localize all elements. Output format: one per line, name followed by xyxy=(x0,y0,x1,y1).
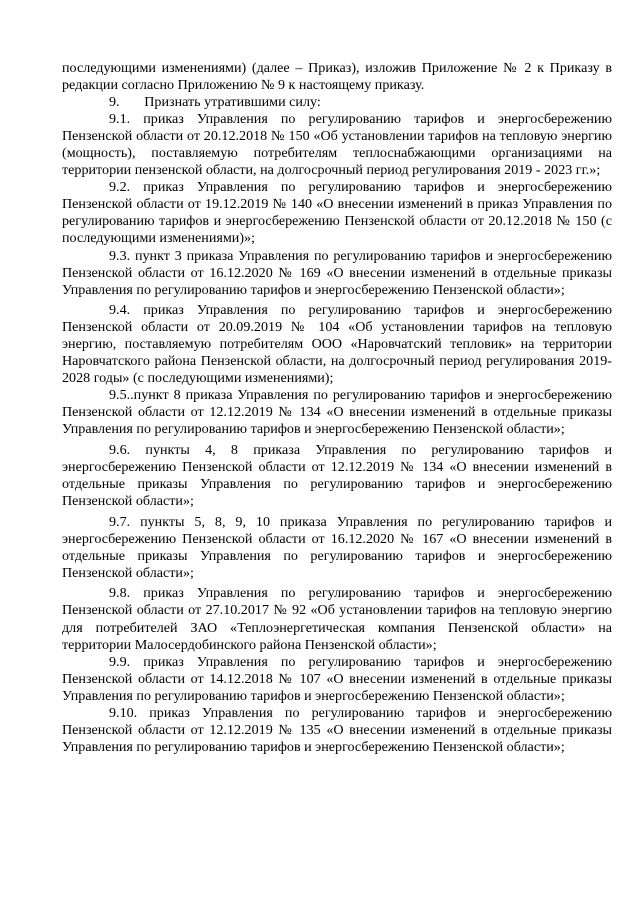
paragraph-item-9-9: 9.9. приказ Управления по регулированию тарифов и энергосбережению Пензенской области от 14.12.2018 № 107 «О внесении изменений в отдельные приказы Управления по регулированию тарифов и энергосбережению Пензенской области»; xyxy=(62,653,612,704)
paragraph-item-9-7: 9.7. пункты 5, 8, 9, 10 приказа Управления по регулированию тарифов и энергосбережению Пензенской области от 16.12.2020 № 167 «О внесении изменений в отдельные приказы Управления по регулированию тарифов и энергосбережению Пензенской области»; xyxy=(62,513,612,581)
paragraph-item-9-1: 9.1. приказ Управления по регулированию тарифов и энергосбережению Пензенской области от 20.12.2018 № 150 «Об установлении тарифов на тепловую энергию (мощность), поставляемую потребителям теплоснабжающими организациями на территории пензенской области, на долгосрочный период регулирования 2019 - 2023 гг.»; xyxy=(62,111,612,179)
paragraph-item-9-10: 9.10. приказ Управления по регулированию тарифов и энергосбережению Пензенской области от 12.12.2019 № 135 «О внесении изменений в отдельные приказы Управления по регулированию тарифов и энергосбережению Пензенской области»; xyxy=(62,704,612,755)
paragraph-item-9-6: 9.6. пункты 4, 8 приказа Управления по регулированию тарифов и энергосбережению Пензенской области от 12.12.2019 № 134 «О внесении изменений в отдельные приказы Управления по регулированию тарифов и энергосбережению Пензенской области»; xyxy=(62,442,612,510)
paragraph-item-9-8: 9.8. приказ Управления по регулированию тарифов и энергосбережению Пензенской области от 27.10.2017 № 92 «Об установлении тарифов на тепловую энергию для потребителей ЗАО «Теплоэнергетическая компания Пензенской области» на территории Малосердобинского района Пензенской области»; xyxy=(62,585,612,653)
paragraph-item-9-4: 9.4. приказ Управления по регулированию тарифов и энергосбережению Пензенской области от 20.09.2019 № 104 «Об установлении тарифов на тепловую энергию, поставляемую потребителям ООО «Наровчатский тепловик» на территории Наровчатского района Пензенской области, на долгосрочный период регулирования 2019-2028 годы» (с последующими изменениями); xyxy=(62,302,612,387)
paragraph-item-9-5: 9.5..пункт 8 приказа Управления по регулированию тарифов и энергосбережению Пензенской области от 12.12.2019 № 134 «О внесении изменений в отдельные приказы Управления по регулированию тарифов и энергосбережению Пензенской области»; xyxy=(62,387,612,438)
paragraph-item-9-3: 9.3. пункт 3 приказа Управления по регулированию тарифов и энергосбережению Пензенской области от 16.12.2020 № 169 «О внесении изменений в отдельные приказы Управления по регулированию тарифов и энергосбережению Пензенской области»; xyxy=(62,247,612,298)
paragraph-item-9-2: 9.2. приказ Управления по регулированию тарифов и энергосбережению Пензенской области от 19.12.2019 № 140 «О внесении изменений в приказ Управления по регулированию тарифов и энергосбережению Пензенской области от 20.12.2018 № 150 (с последующими изменениями)»; xyxy=(62,179,612,247)
paragraph-item-9: 9. Признать утратившими силу: xyxy=(109,94,321,111)
paragraph-continuation: последующими изменениями) (далее – Приказ), изложив Приложение № 2 к Приказу в редакции согласно Приложению № 9 к настоящему приказу. xyxy=(62,60,612,94)
document-page xyxy=(62,60,612,756)
